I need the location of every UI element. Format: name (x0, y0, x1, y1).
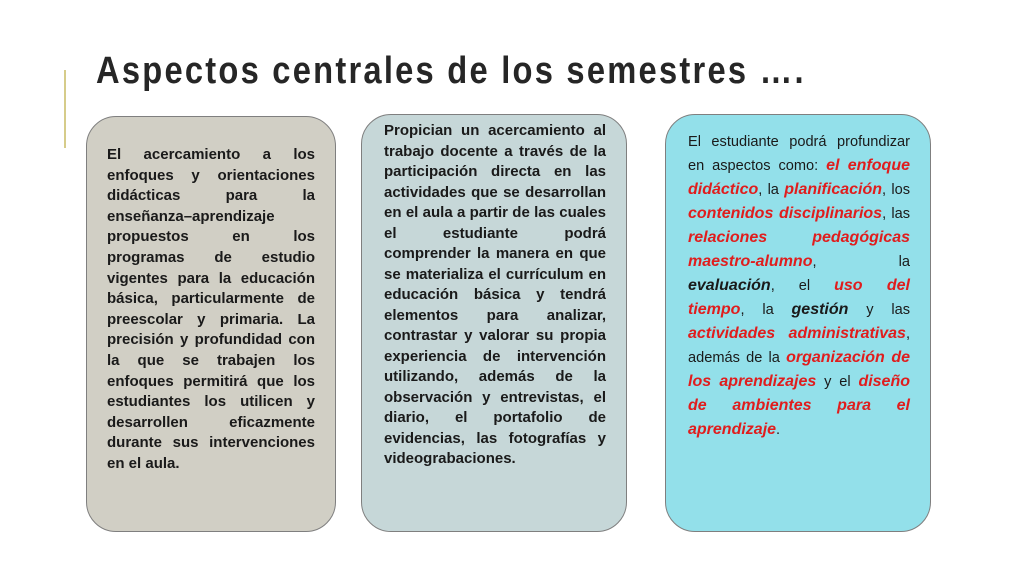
segment-connector: y el (816, 374, 859, 390)
card-trabajo-docente-text: Propician un acercamiento al trabajo docente a través de la participación directa en las actividades que se desarrollan en el aula a partir de las cuales el estudiante podrá comprender la manera en que se materializa el currículum en educación básica y tendrá elementos para analizar, contrastar y valorar su propia experiencia de intervención utilizando, además de la observación y entrevistas, el diario, el portafolio de evidencias, las fotografías y videograbaciones. (384, 122, 606, 467)
highlight-uso-del-tiempo: uso del tiempo (688, 277, 910, 318)
highlight-gestion: gestión (791, 301, 849, 318)
title-accent-line (64, 70, 66, 148)
segment-intro: El estudiante podrá profundizar en aspectos como: (688, 134, 910, 174)
highlight-enfoque-didactico: el enfoque didáctico (688, 157, 910, 198)
highlight-planificacion: planificación (784, 181, 883, 198)
segment-connector: , la (812, 254, 910, 270)
card-enfoques-text: El acercamiento a los enfoques y orientaciones didácticas para la enseñanza–aprendizaje propuestos en los programas de estudio vigentes para la educación básica, particularmente de preescolar y primaria. La precisión y profundidad con la que se trabajen los enfoques permitirá que los estudiantes los utilicen y desarrollen eficazmente durante sus intervenciones en el aula. (107, 146, 315, 472)
segment-end: . (776, 422, 781, 438)
card-trabajo-docente (361, 114, 627, 532)
card-enfoques (86, 116, 336, 532)
segment-connector: , la (758, 182, 785, 198)
highlight-diseno-ambientes: diseño de ambientes para el aprendizaje (688, 373, 910, 438)
segment-connector: , el (770, 278, 835, 294)
card-aspectos (665, 114, 931, 532)
slide-title: Aspectos centrales de los semestres …. (96, 50, 806, 92)
segment-connector: , las (882, 206, 910, 222)
segment-connector: , los (882, 182, 911, 198)
segment-connector: , además de la (688, 326, 910, 366)
highlight-actividades-administrativas: actividades administrativas (688, 325, 906, 342)
highlight-evaluacion: evaluación (688, 277, 771, 294)
segment-connector: , la (740, 302, 792, 318)
segment-connector: y las (848, 302, 910, 318)
card-aspectos-text (688, 131, 910, 442)
highlight-contenidos-disciplinarios: contenidos disciplinarios (688, 205, 883, 222)
highlight-relaciones-pedagogicas: relaciones pedagógicas maestro-alumno (688, 229, 910, 270)
highlight-organizacion-aprendizajes: organización de los aprendizajes (688, 349, 910, 390)
